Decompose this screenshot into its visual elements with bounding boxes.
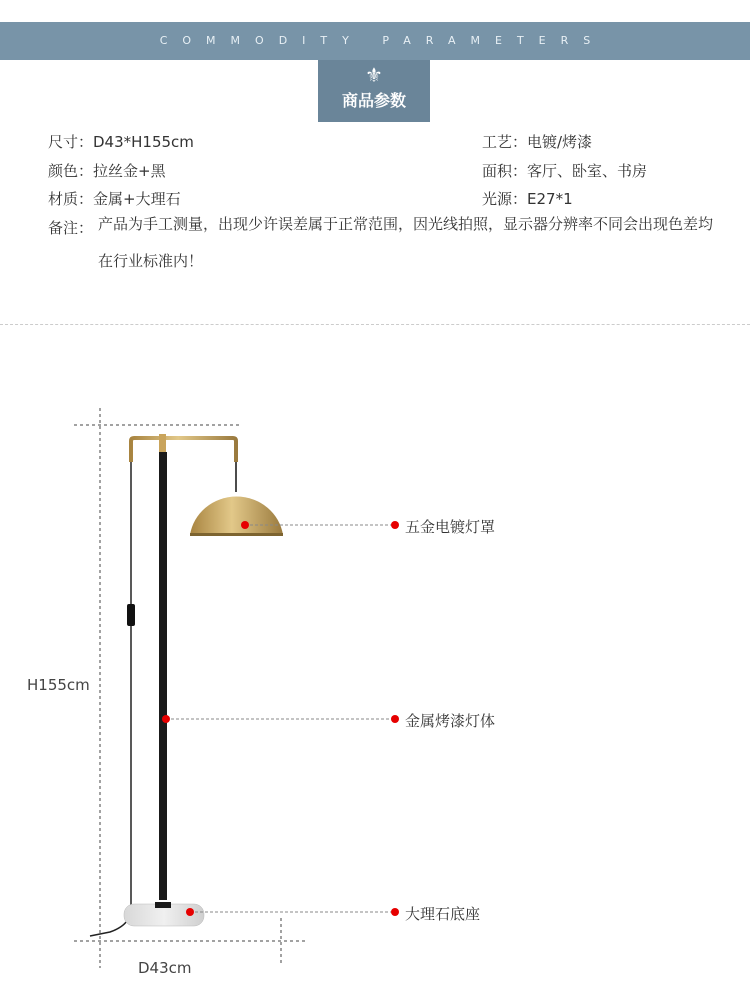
shade-callout-dot [241,521,249,529]
param-material: 材质：金属+大理石 [48,190,181,208]
gold-collar [159,434,166,454]
param-size: 尺寸：D43*H155cm [48,133,194,151]
base-callout-end-dot [391,908,399,916]
shade-rim [190,533,283,536]
fleur-de-lis-icon: ⚜ [365,63,383,87]
height-dimension-label: H155cm [27,676,90,694]
base-callout-dot [186,908,194,916]
lamp-shade [190,497,283,535]
section-title: 商品参数 [341,91,406,110]
pole-foot [155,902,171,908]
callout-shade-label: 五金电镀灯罩 [405,518,496,536]
body-callout-dot [162,715,170,723]
body-callout-end-dot [391,715,399,723]
param-color: 颜色：拉丝金+黑 [48,162,166,180]
param-note-text: 产品为手工测量，出现少许误差属于正常范围，因光线拍照，显示器分辨率不同会出现色差均在行业标准内！ [98,215,714,270]
param-note-label: 备注： [48,219,94,237]
cord-switch [127,604,135,626]
dimension-lines [74,408,306,968]
param-process: 工艺：电镀/烤漆 [482,133,593,151]
diameter-dimension-label: D43cm [138,959,192,977]
param-area: 面积：客厅、卧室、书房 [482,162,648,180]
power-cord [90,460,131,936]
lamp-arm [131,438,236,462]
param-light: 光源：E27*1 [482,190,573,208]
callout-base-label: 大理石底座 [405,905,481,923]
shade-callout-end-dot [391,521,399,529]
callout-body-label: 金属烤漆灯体 [405,712,496,730]
banner-title: COMMODITY PARAMETERS [159,34,606,47]
lamp-pole [159,452,167,900]
